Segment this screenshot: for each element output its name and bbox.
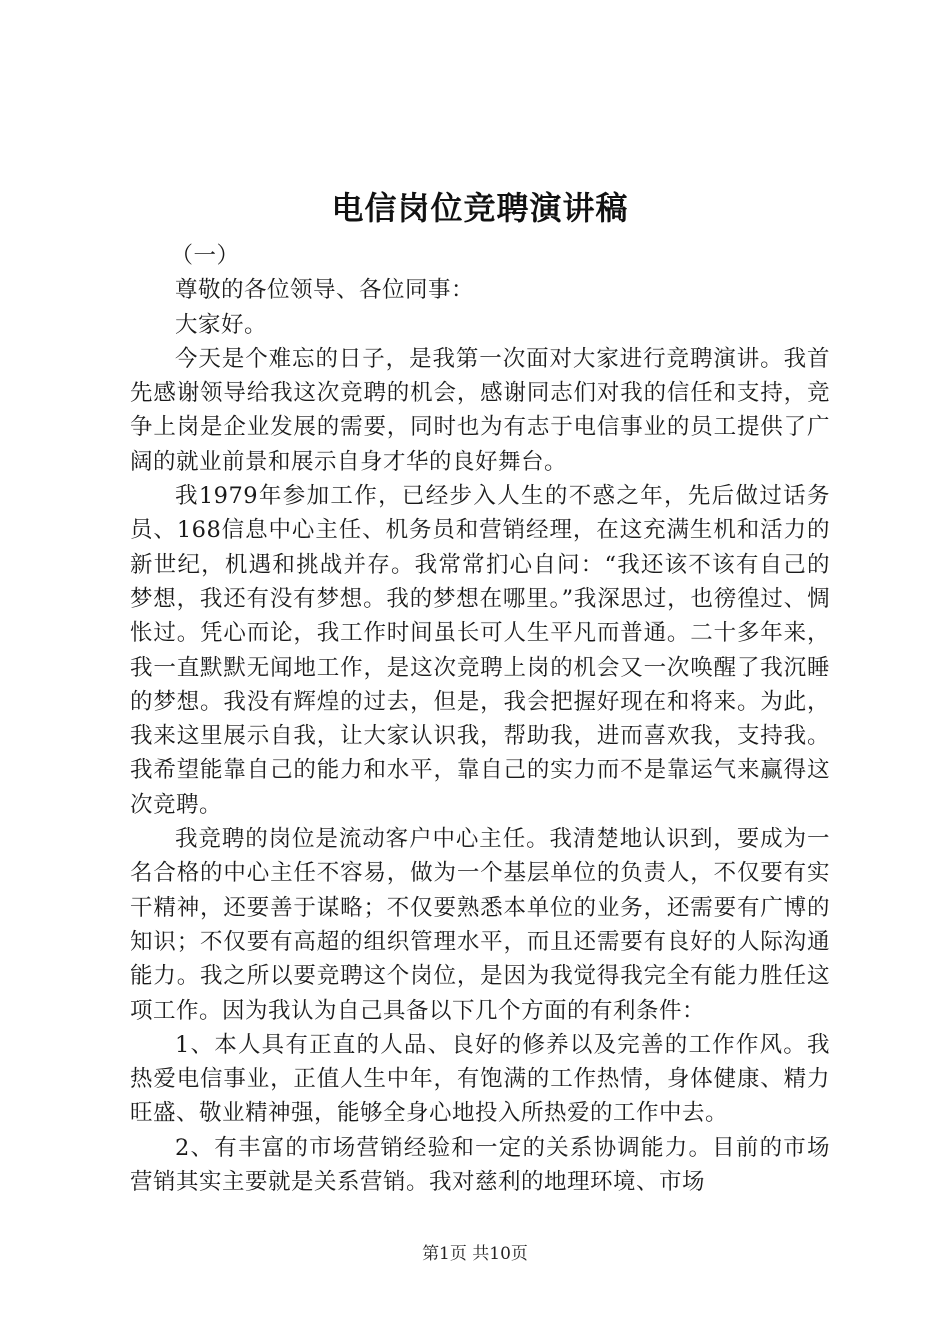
page-number-footer: 第1页 共10页 <box>422 1244 528 1264</box>
paragraph-position: 我竞聘的岗位是流动客户中心主任。我清楚地认识到，要成为一名合格的中心主任不容易，做为一个基层单位的负责人，不仅要有实干精神，还要善于谋略；不仅要熟悉本单位的业务，还需要有广博的知识；不仅要有高超的组织管理水平，而且还需要有良好的人际沟通能力。我之所以要竞聘这个岗位，是因为我觉得我完全有能力胜任这项工作。因为我认为自己具备以下几个方面的有利条件： <box>130 826 830 1024</box>
section-number: （一） <box>170 243 240 269</box>
document-title: 电信岗位竞聘演讲稿 <box>331 189 629 227</box>
salutation: 尊敬的各位领导、各位同事： <box>175 277 475 304</box>
greeting: 大家好。 <box>175 311 268 338</box>
paragraph-point-1: 1、本人具有正直的人品、良好的修养以及完善的工作作风。我热爱电信事业，正值人生中年，有饱满的工作热情，身体健康、精力旺盛、敬业精神强，能够全身心地投入所热爱的工作中去。 <box>130 1031 830 1127</box>
document-body <box>130 185 830 1199</box>
paragraph-point-2: 2、有丰富的市场营销经验和一定的关系协调能力。目前的市场营销其实主要就是关系营销。我对慈利的地理环境、市场 <box>130 1134 830 1196</box>
paragraph-background: 我1979年参加工作，已经步入人生的不惑之年，先后做过话务员、168信息中心主任、机务员和营销经理，在这充满生机和活力的新世纪，机遇和挑战并存。我常常扪心自问：“我还该不该有自己的梦想，我还有没有梦想。我的梦想在哪里。”我深思过，也徬徨过、惆怅过。凭心而论，我工作时间虽长可人生平凡而普通。二十多年来，我一直默默无闻地工作，是这次竞聘上岗的机会又一次唤醒了我沉睡的梦想。我没有辉煌的过去，但是，我会把握好现在和将来。为此，我来这里展示自我，让大家认识我，帮助我，进而喜欢我，支持我。我希望能靠自己的能力和水平，靠自己的实力而不是靠运气来赢得这次竞聘。 <box>130 483 830 818</box>
paragraph-intro: 今天是个难忘的日子，是我第一次面对大家进行竞聘演讲。我首先感谢领导给我这次竞聘的机会，感谢同志们对我的信任和支持，竞争上岗是企业发展的需要，同时也为有志于电信事业的员工提供了广阔的就业前景和展示自身才华的良好舞台。 <box>130 345 830 475</box>
